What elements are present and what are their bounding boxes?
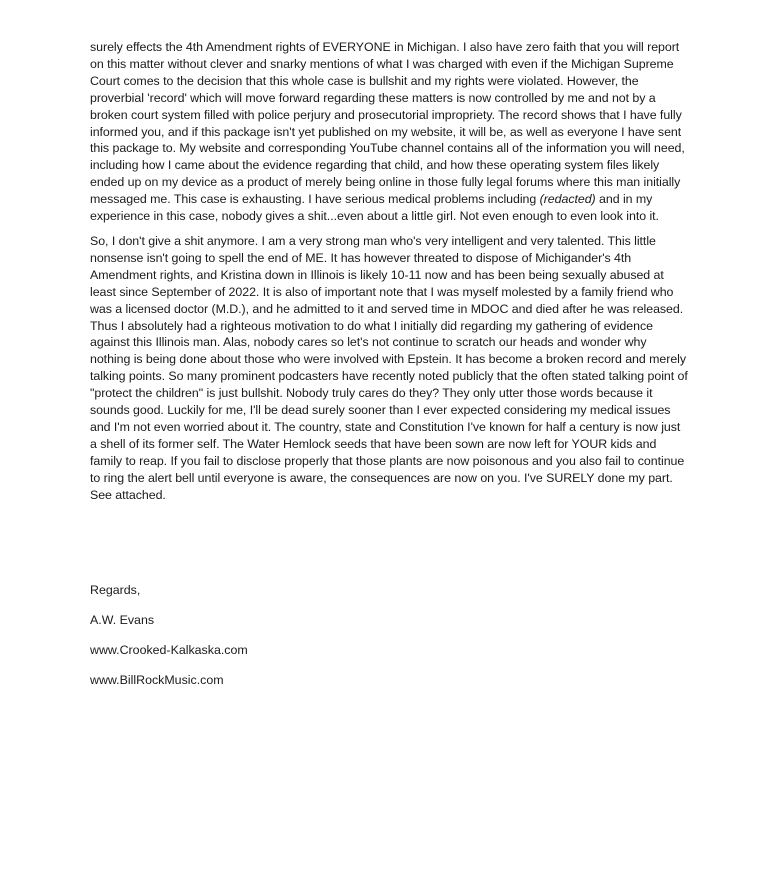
closing-regards: Regards, [90, 583, 141, 597]
website-link-billrockmusic: www.BillRockMusic.com [90, 673, 224, 687]
paragraph-2: So, I don't give a shit anymore. I am a very strong man who's very intelligent and very talented. This little nonsense isn't going to spell the end of ME. It has however threated to dispose of Michigander's 4th Amendment rights, and Kristina down in Illinois is likely 10-11 now and has been being sexually abused at least since September of 2022. It is also of important note that I was myself molested by a family friend who was a licensed doctor (M.D.), and he admitted to it and served time in MDOC and died after he was released. Thus I absolutely had a righteous motivation to do what I initially did regarding my gathering of evidence against this Illinois man. Alas, nobody cares so let's not continue to scratch our heads and wonder why nothing is being done about those who were involved with Epstein. It has become a broken record and merely talking points. So many prominent podcasters have recently noted publicly that the often stated talking point of "protect the children" is just bullshit. Nobody truly cares do they? They only utter those words because it sounds good. Luckily for me, I'll be dead surely sooner than I ever expected considering my medical issues and I'm not even worried about it. The country, state and Constitution I've known for half a century is now just a shell of its former self. The Water Hemlock seeds that have been sown are now left for YOUR kids and family to reap. If you fail to disclose properly that those plants are now poisonous and you also fail to continue to ring the alert bell until everyone is aware, the consequences are now on you. I've SURELY done my part. See attached. [90, 233, 688, 502]
paragraph-1-text: surely effects the 4th Amendment rights of EVERYONE in Michigan. I also have zero faith that you will report on this matter without clever and snarky mentions of what I was charged with even if the Michigan Supreme Court comes to the decision that this whole case is bullshit and my rights were violated. However, the proverbial 'record' which will move forward regarding these matters is now controlled by me and not by a broken court system filled with police perjury and prosecutorial impropriety. The record shows that I have fully informed you, and if this package isn't yet published on my website, it will be, as well as everyone I have sent this package to. My website and corresponding YouTube channel contains all of the information you will need, including how I came about the evidence regarding that child, and how these operating system files likely ended up on my device as a product of merely being online in those fully legal forums where this man initially messaged me. This case is exhausting. I have serious medical problems including [90, 40, 685, 207]
letter-body [90, 39, 688, 503]
redacted-text: (redacted) [539, 192, 596, 207]
paragraph-1 [90, 39, 688, 225]
website-link-crooked-kalkaska: www.Crooked-Kalkaska.com [90, 643, 248, 657]
signature-name: A.W. Evans [90, 613, 155, 627]
paragraph-1-text-end: and in my experience in this case, nobody gives a shit...even about a little girl. Not even enough to even look into it. [90, 192, 659, 224]
